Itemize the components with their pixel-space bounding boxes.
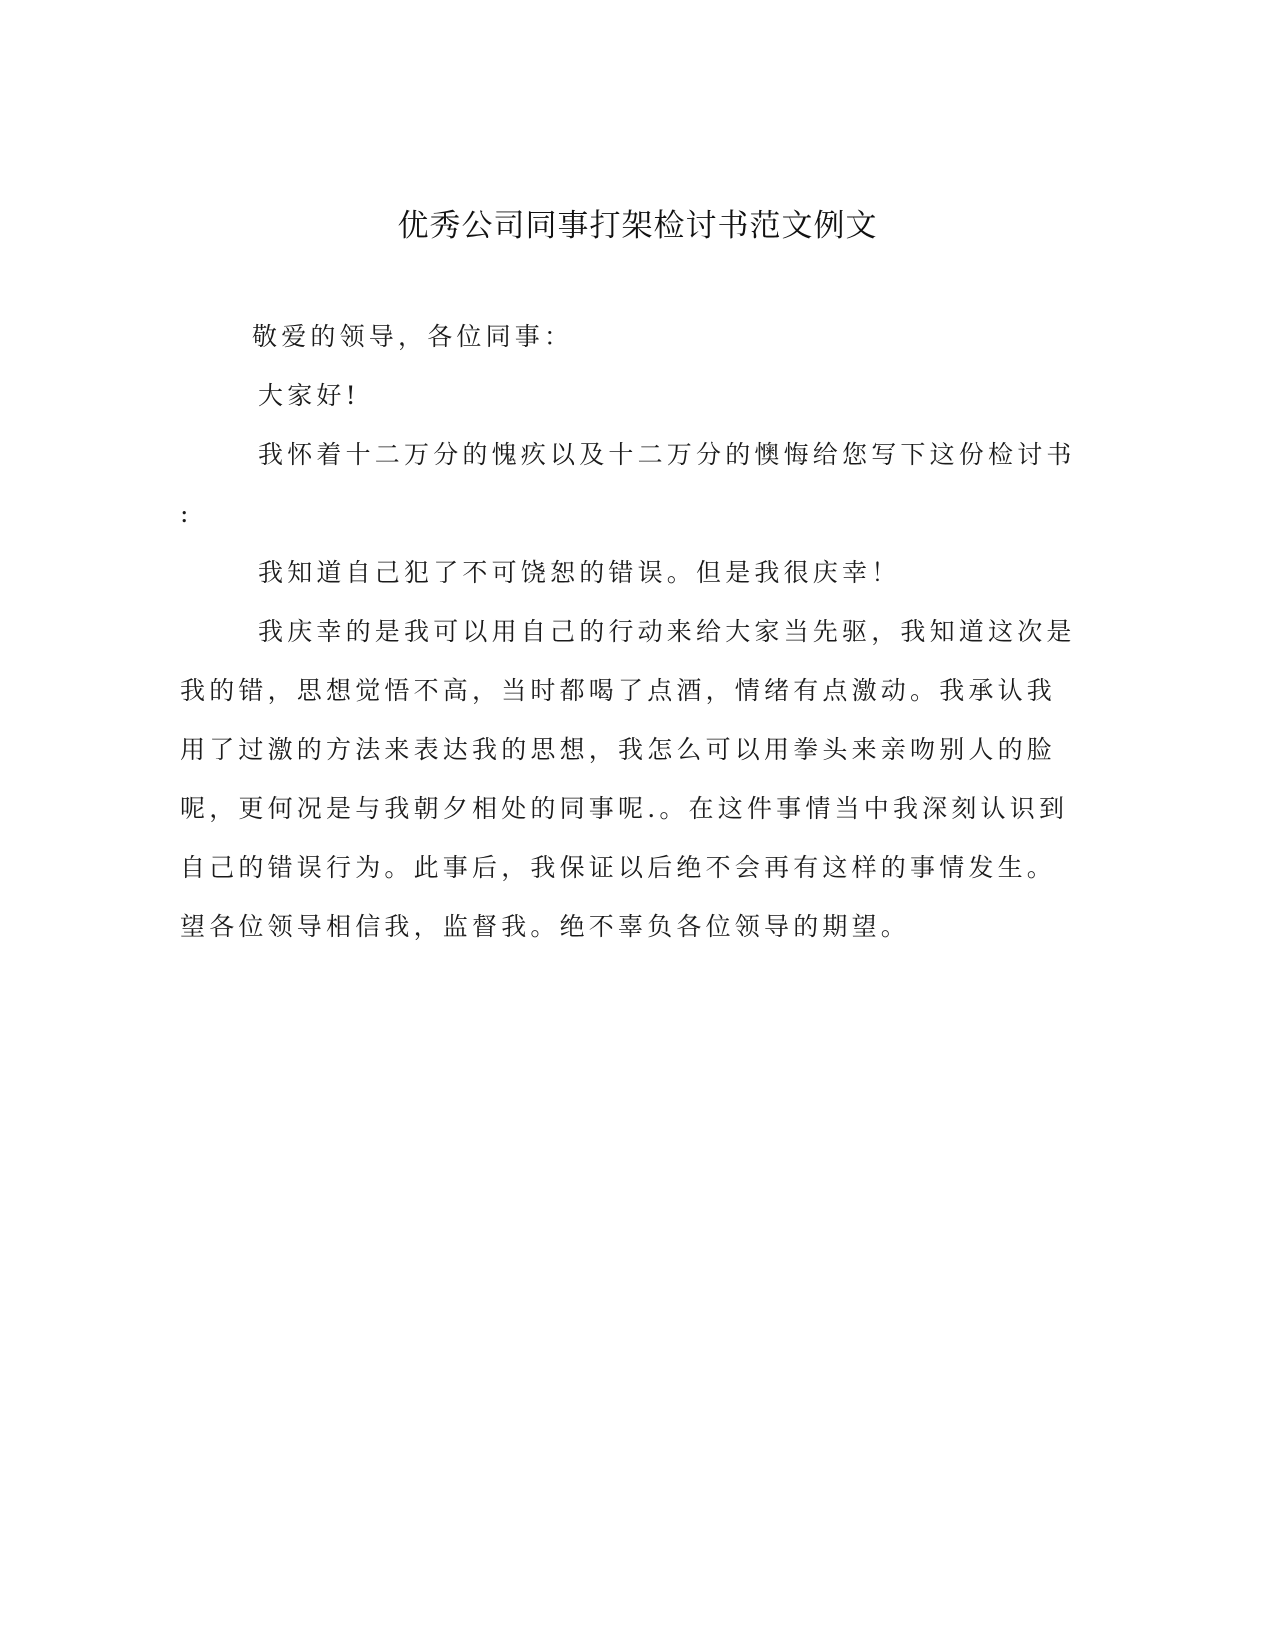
paragraph-line: 自己的错误行为。此事后，我保证以后绝不会再有这样的事情发生。 — [180, 853, 1057, 882]
paragraph-line: 我的错，思想觉悟不高，当时都喝了点酒，情绪有点激动。我承认我 — [180, 676, 1057, 705]
paragraph-line: 我庆幸的是我可以用自己的行动来给大家当先驱，我知道这次是 — [258, 617, 1076, 646]
paragraph-line: : — [180, 499, 193, 528]
greeting-line: 大家好! — [258, 381, 360, 410]
paragraph-line: 呢，更何况是与我朝夕相处的同事呢.。在这件事情当中我深刻认识到 — [180, 794, 1069, 823]
paragraph-line: 用了过激的方法来表达我的思想，我怎么可以用拳头来亲吻别人的脸 — [180, 735, 1057, 764]
salutation-line: 敬爱的领导，各位同事： — [252, 322, 574, 351]
paragraph-line: 我知道自己犯了不可饶恕的错误。但是我很庆幸！ — [258, 558, 901, 587]
document-title: 优秀公司同事打架检讨书范文例文 — [397, 208, 878, 244]
paragraph-line: 望各位领导相信我，监督我。绝不辜负各位领导的期望。 — [180, 912, 911, 941]
paragraph-line: 我怀着十二万分的愧疚以及十二万分的懊悔给您写下这份检讨书 — [258, 440, 1076, 469]
